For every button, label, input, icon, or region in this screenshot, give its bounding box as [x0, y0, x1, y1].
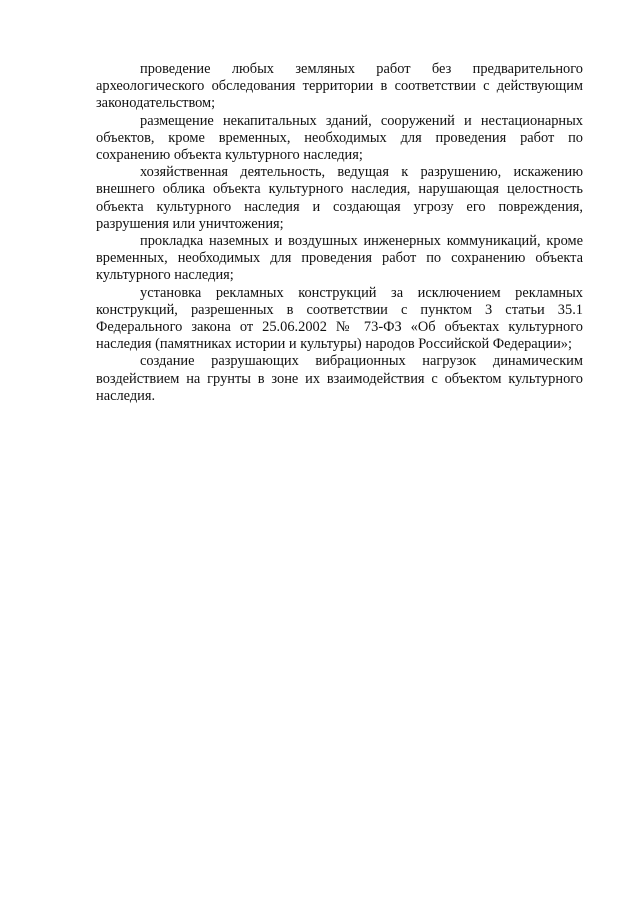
paragraph-advertising-structures: установка рекламных конструкций за исключением рекламных конструкций, разрешенных в соответствии с пунктом 3 статьи 35.1 Федерального закона от 25.06.2002 № 73-ФЗ «Об объектах культурного наследия (памятниках истории и культуры) народов Российской Федерации»; [96, 284, 583, 353]
document-body [96, 61, 583, 405]
paragraph-economic-activity: хозяйственная деятельность, ведущая к разрушению, искажению внешнего облика объекта культурного наследия, нарушающая целостность объекта культурного наследия и создающая угрозу его повреждения, разрушения или уничтожения; [96, 164, 583, 232]
paragraph-earthworks: проведение любых земляных работ без предварительного археологического обследования территории в соответствии с действующим законодательством; [96, 61, 583, 112]
paragraph-vibration-loads: создание разрушающих вибрационных нагрузок динамическим воздействием на грунты в зоне их взаимодействия с объектом культурного наследия. [96, 353, 583, 404]
paragraph-temporary-structures: размещение некапитальных зданий, сооружений и нестационарных объектов, кроме временных, необходимых для проведения работ по сохранению объекта культурного наследия; [96, 112, 583, 164]
paragraph-utility-lines: прокладка наземных и воздушных инженерных коммуникаций, кроме временных, необходимых для проведения работ по сохранению объекта культурного наследия; [96, 233, 583, 284]
